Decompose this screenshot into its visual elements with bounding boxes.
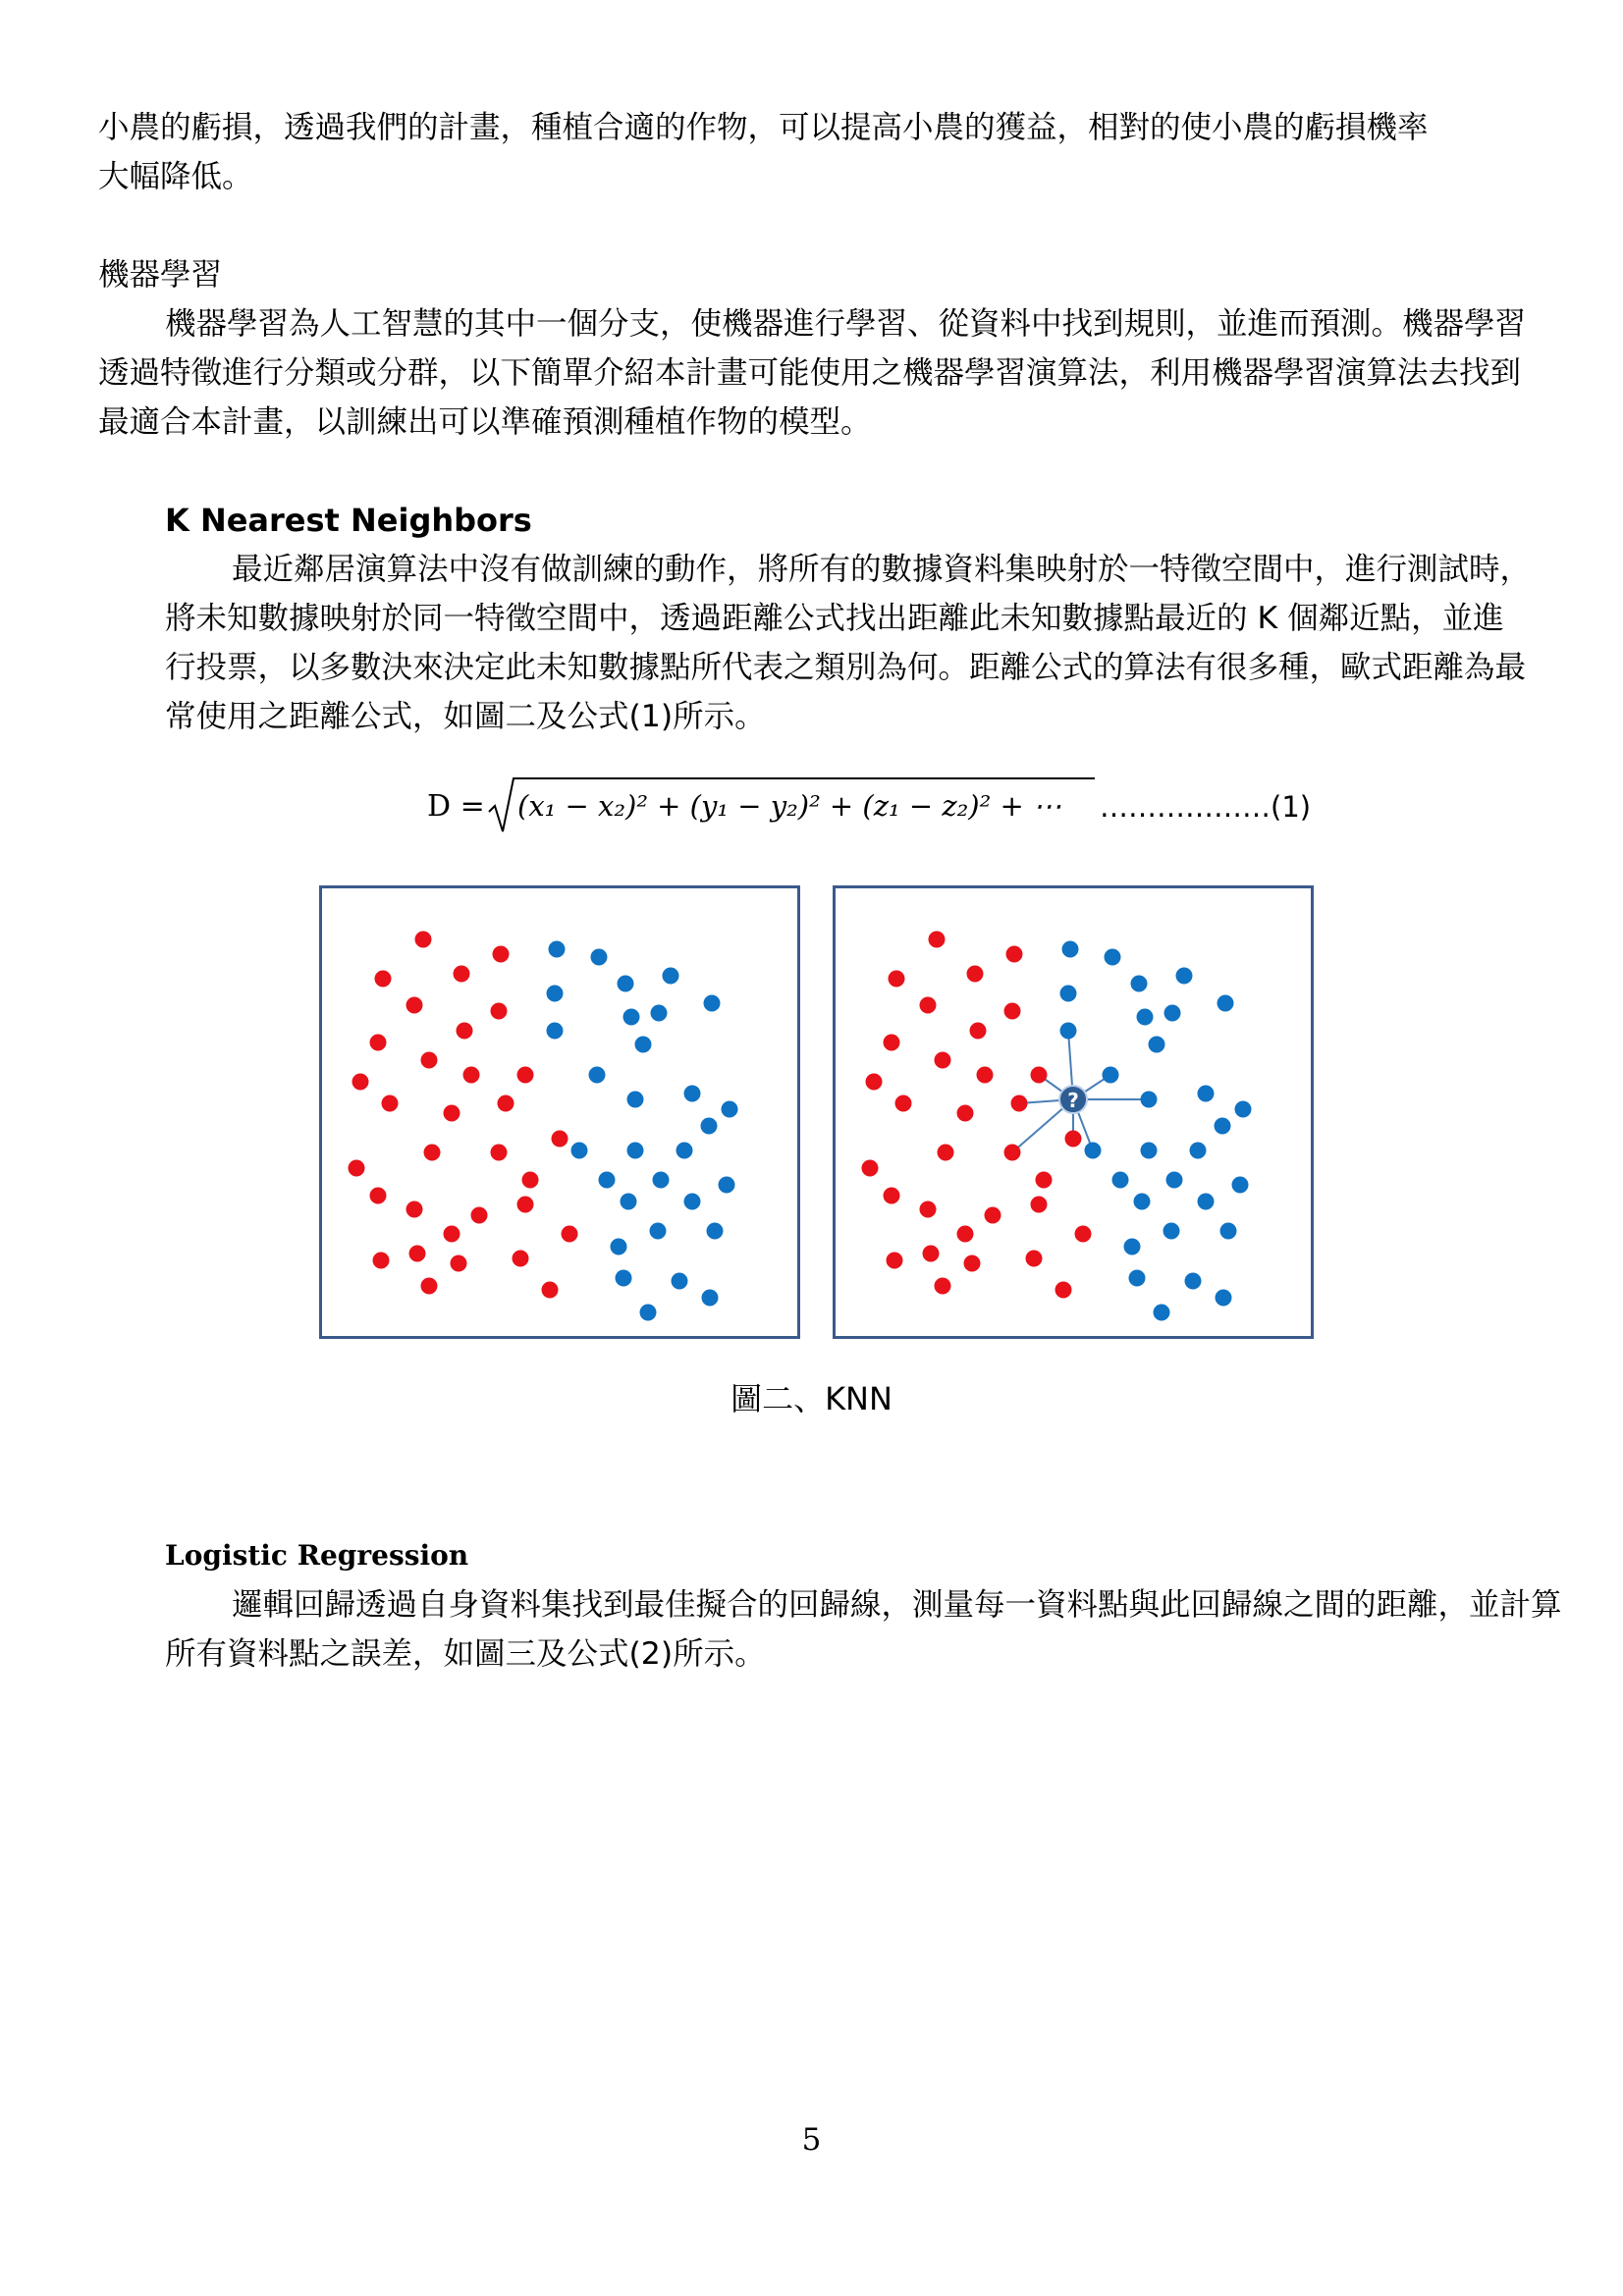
- red-point: [1075, 1226, 1092, 1243]
- blue-point: [1105, 949, 1121, 966]
- blue-point: [1235, 1101, 1252, 1118]
- blue-point: [1217, 995, 1234, 1012]
- blue-point: [1103, 1067, 1119, 1084]
- red-point: [895, 1095, 912, 1112]
- red-point: [424, 1145, 441, 1161]
- blue-point: [611, 1239, 627, 1255]
- red-point: [552, 1131, 568, 1148]
- blue-point: [627, 1143, 644, 1159]
- blue-point: [1166, 1172, 1183, 1189]
- red-point: [938, 1145, 954, 1161]
- red-point: [1031, 1067, 1048, 1084]
- blue-point: [623, 1009, 640, 1026]
- blue-point: [704, 995, 721, 1012]
- blue-point: [547, 986, 564, 1002]
- blue-point: [1163, 1223, 1180, 1240]
- red-point: [970, 1023, 987, 1040]
- formula-graphic: [427, 771, 1095, 839]
- blue-point: [1164, 1005, 1181, 1022]
- red-point: [920, 997, 937, 1014]
- red-point: [1011, 1095, 1028, 1112]
- blue-point: [547, 1023, 564, 1040]
- formula-body: (x₁ − x₂)² + (y₁ − y₂)² + (z₁ − z₂)² + ⋯: [517, 789, 1061, 823]
- blue-point: [1176, 968, 1193, 985]
- red-point: [923, 1246, 940, 1262]
- red-point: [451, 1255, 467, 1272]
- blue-point: [618, 976, 634, 992]
- blue-point: [707, 1223, 724, 1240]
- red-point: [421, 1278, 438, 1295]
- red-point: [985, 1207, 1001, 1224]
- blue-point: [1060, 1023, 1077, 1040]
- blue-point: [1216, 1290, 1232, 1307]
- red-point: [1036, 1172, 1053, 1189]
- red-point: [522, 1172, 539, 1189]
- page-number: 5: [801, 2122, 822, 2158]
- red-point: [491, 1145, 508, 1161]
- blue-point: [616, 1270, 632, 1287]
- red-point: [409, 1246, 426, 1262]
- red-point: [1004, 1003, 1021, 1020]
- red-point: [444, 1226, 460, 1243]
- red-point: [957, 1105, 974, 1122]
- blue-point: [1232, 1177, 1249, 1194]
- blue-point: [1154, 1305, 1170, 1321]
- blue-point: [653, 1172, 670, 1189]
- red-point: [964, 1255, 981, 1272]
- blue-point: [549, 941, 566, 958]
- blue-point: [599, 1172, 616, 1189]
- blue-point: [1141, 1143, 1158, 1159]
- red-point: [884, 1188, 900, 1204]
- red-point: [493, 946, 510, 963]
- question-mark-icon: ?: [1067, 1089, 1079, 1112]
- red-point: [444, 1105, 460, 1122]
- blue-point: [672, 1273, 688, 1290]
- red-point: [929, 932, 946, 948]
- blue-point: [1141, 1092, 1158, 1108]
- red-point: [471, 1207, 488, 1224]
- intro-line-1: 小農的虧損，透過我們的計畫，種植合適的作物，可以提高小農的獲益，相對的使小農的虧損機率: [98, 110, 1429, 145]
- red-point: [498, 1095, 514, 1112]
- red-point: [935, 1278, 951, 1295]
- red-point: [967, 966, 984, 983]
- knn-paragraph: 最近鄰居演算法中沒有做訓練的動作，將所有的數據資料集映射於一特徵空間中，進行測試時，將未知數據映射於同一特徵空間中，透過距離公式找出距離此未知數據點最近的 K 個鄰近點，並進行投票，以多數決來決定此未知數據點所代表之類別為何。距離公式的算法有很多種，歐式距離為最常使用之距離公式，如圖二及公式(1)所示。: [165, 552, 1532, 734]
- blue-point: [1124, 1239, 1141, 1255]
- formula-1: [427, 771, 1360, 839]
- ml-heading: 機器學習: [98, 257, 223, 293]
- blue-point: [591, 949, 608, 966]
- blue-point: [635, 1037, 652, 1053]
- blue-point: [1198, 1194, 1215, 1210]
- blue-point: [1137, 1009, 1154, 1026]
- knn-heading: K Nearest Neighbors: [165, 502, 532, 539]
- blue-point: [640, 1305, 657, 1321]
- intro-line-2: 大幅降低。: [98, 159, 253, 194]
- lr-heading: Logistic Regression: [165, 1539, 469, 1572]
- blue-point: [684, 1086, 701, 1102]
- red-point: [562, 1226, 578, 1243]
- red-point: [454, 966, 470, 983]
- blue-point: [1131, 976, 1148, 992]
- query-point: [1059, 1086, 1087, 1113]
- red-point: [406, 997, 423, 1014]
- blue-point: [701, 1118, 718, 1135]
- blue-point: [1062, 941, 1079, 958]
- red-point: [421, 1052, 438, 1069]
- red-point: [517, 1067, 534, 1084]
- knn-panel-left: [319, 885, 800, 1339]
- formula-label: D =: [427, 789, 485, 824]
- lr-paragraph: 邏輯回歸透過自身資料集找到最佳擬合的回歸線，測量每一資料點與此回歸線之間的距離，並計算所有資料點之誤差，如圖三及公式(2)所示。: [165, 1587, 1562, 1672]
- blue-point: [651, 1005, 668, 1022]
- blue-point: [1085, 1143, 1102, 1159]
- blue-point: [1112, 1172, 1129, 1189]
- red-point: [352, 1074, 369, 1091]
- formula-number: ………………(1): [1100, 790, 1312, 824]
- blue-point: [1149, 1037, 1165, 1053]
- red-point: [862, 1160, 879, 1177]
- blue-point: [719, 1177, 735, 1194]
- red-point: [920, 1201, 937, 1218]
- red-point: [415, 932, 432, 948]
- blue-point: [1129, 1270, 1146, 1287]
- blue-point: [1060, 986, 1077, 1002]
- red-point: [491, 1003, 508, 1020]
- red-point: [517, 1197, 534, 1213]
- red-point: [542, 1282, 559, 1299]
- red-point: [1026, 1251, 1043, 1267]
- blue-point: [1185, 1273, 1202, 1290]
- red-point: [1065, 1131, 1082, 1148]
- red-point: [349, 1160, 365, 1177]
- blue-point: [650, 1223, 667, 1240]
- red-point: [513, 1251, 529, 1267]
- blue-point: [1190, 1143, 1207, 1159]
- red-point: [866, 1074, 883, 1091]
- red-point: [375, 971, 392, 988]
- red-point: [935, 1052, 951, 1069]
- blue-point: [676, 1143, 693, 1159]
- blue-point: [1134, 1194, 1151, 1210]
- blue-point: [702, 1290, 719, 1307]
- blue-point: [571, 1143, 588, 1159]
- red-point: [382, 1095, 399, 1112]
- red-point: [977, 1067, 994, 1084]
- red-point: [889, 971, 905, 988]
- ml-paragraph: 機器學習為人工智慧的其中一個分支，使機器進行學習、從資料中找到規則，並進而預測。機器學習透過特徵進行分類或分群，以下簡單介紹本計畫可能使用之機器學習演算法，利用機器學習演算法去找到最適合本計畫，以訓練出可以準確預測種植作物的模型。: [98, 306, 1527, 440]
- red-point: [1004, 1145, 1021, 1161]
- blue-point: [621, 1194, 637, 1210]
- red-point: [370, 1035, 387, 1051]
- blue-point: [1220, 1223, 1237, 1240]
- red-point: [957, 1226, 974, 1243]
- red-point: [884, 1035, 900, 1051]
- figure-2-caption: 圖二、KNN: [730, 1380, 893, 1417]
- red-point: [1031, 1197, 1048, 1213]
- red-point: [1055, 1282, 1072, 1299]
- red-point: [457, 1023, 473, 1040]
- red-point: [887, 1253, 903, 1269]
- red-point: [373, 1253, 390, 1269]
- red-point: [1006, 946, 1023, 963]
- red-point: [406, 1201, 423, 1218]
- blue-point: [627, 1092, 644, 1108]
- blue-point: [589, 1067, 606, 1084]
- blue-point: [663, 968, 679, 985]
- blue-point: [1198, 1086, 1215, 1102]
- blue-point: [684, 1194, 701, 1210]
- blue-point: [1215, 1118, 1231, 1135]
- red-point: [463, 1067, 480, 1084]
- red-point: [370, 1188, 387, 1204]
- blue-point: [722, 1101, 738, 1118]
- knn-panel-right: [833, 885, 1314, 1339]
